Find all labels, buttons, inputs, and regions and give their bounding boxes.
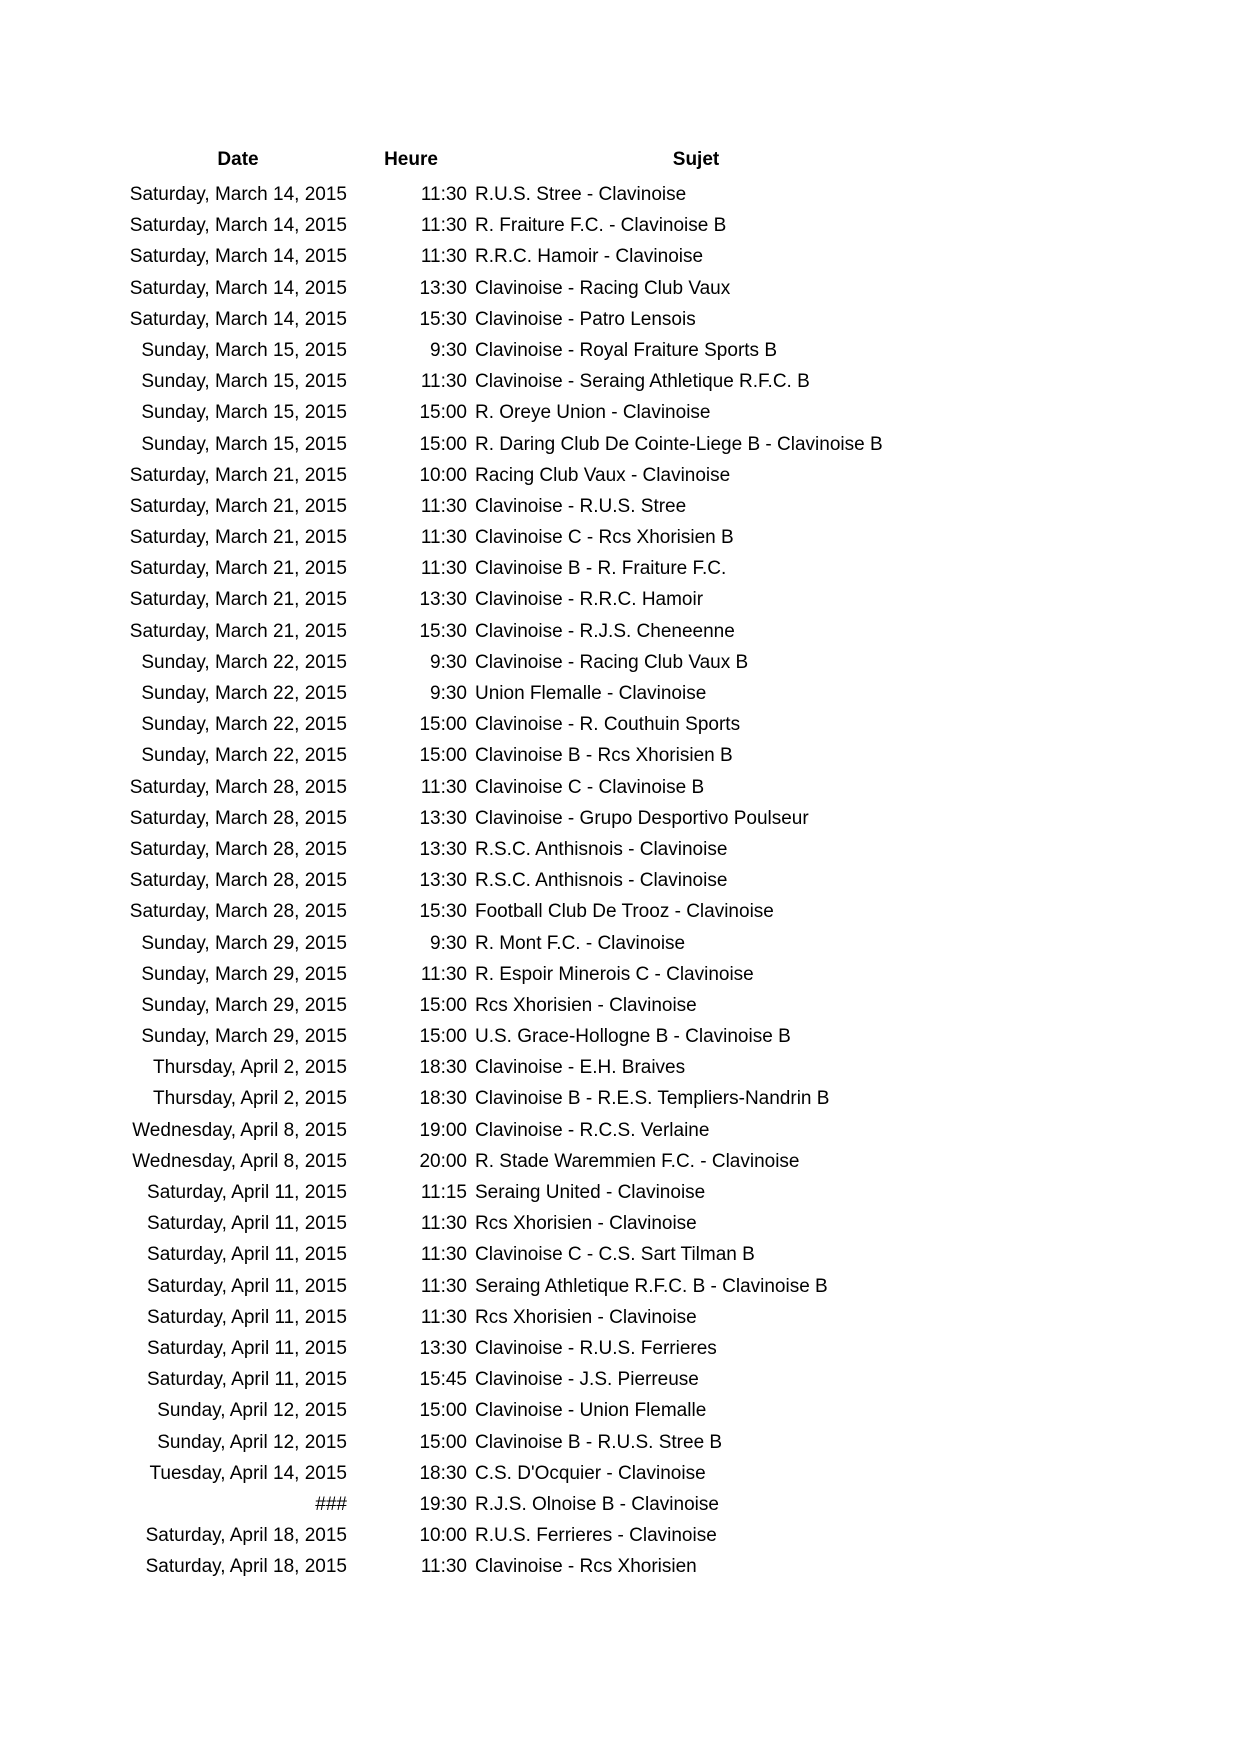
cell-date: Sunday, March 15, 2015 <box>141 371 347 393</box>
table-row <box>0 1208 1241 1239</box>
cell-subject: Clavinoise - Racing Club Vaux <box>475 277 731 299</box>
table-row <box>0 647 1241 678</box>
cell-date: Thursday, April 2, 2015 <box>153 1088 347 1110</box>
table-row <box>0 429 1241 460</box>
table-row <box>0 1115 1241 1146</box>
cell-subject: Clavinoise - Royal Fraiture Sports B <box>475 339 777 361</box>
cell-date: Saturday, March 14, 2015 <box>129 246 347 268</box>
cell-time: 19:00 <box>419 1119 467 1141</box>
cell-time: 15:30 <box>419 620 467 642</box>
cell-time: 11:30 <box>420 1275 467 1297</box>
cell-time: 18:30 <box>419 1462 467 1484</box>
cell-time: 9:30 <box>430 339 467 361</box>
cell-subject: R. Fraiture F.C. - Clavinoise B <box>475 215 727 237</box>
cell-date: ### <box>315 1493 347 1515</box>
table-row <box>0 460 1241 491</box>
cell-subject: Clavinoise C - Rcs Xhorisien B <box>475 527 734 549</box>
cell-subject: R.J.S. Olnoise B - Clavinoise <box>475 1493 719 1515</box>
table-row <box>0 803 1241 834</box>
table-row <box>0 335 1241 366</box>
cell-time: 11:30 <box>420 776 467 798</box>
cell-date: Sunday, March 15, 2015 <box>141 433 347 455</box>
cell-time: 19:30 <box>419 1493 467 1515</box>
cell-time: 15:00 <box>419 402 467 424</box>
table-row <box>0 210 1241 241</box>
cell-subject: Clavinoise - E.H. Braives <box>475 1057 686 1079</box>
header-time: Heure <box>384 149 438 170</box>
cell-date: Sunday, March 15, 2015 <box>141 339 347 361</box>
table-row <box>0 522 1241 553</box>
cell-time: 15:00 <box>419 745 467 767</box>
cell-date: Wednesday, April 8, 2015 <box>132 1150 347 1172</box>
cell-subject: R. Espoir Minerois C - Clavinoise <box>475 963 754 985</box>
cell-subject: Clavinoise C - Clavinoise B <box>475 776 705 798</box>
table-row <box>0 366 1241 397</box>
cell-date: Saturday, April 11, 2015 <box>147 1306 347 1328</box>
cell-time: 13:30 <box>419 589 467 611</box>
cell-subject: Seraing Athletique R.F.C. B - Clavinoise B <box>475 1275 828 1297</box>
cell-date: Saturday, April 18, 2015 <box>145 1556 347 1578</box>
cell-date: Saturday, March 14, 2015 <box>129 308 347 330</box>
cell-time: 15:00 <box>419 1400 467 1422</box>
table-row <box>0 928 1241 959</box>
cell-date: Saturday, March 28, 2015 <box>129 807 347 829</box>
cell-time: 15:00 <box>419 433 467 455</box>
table-row <box>0 1083 1241 1114</box>
cell-subject: Rcs Xhorisien - Clavinoise <box>475 1213 697 1235</box>
table-row <box>0 179 1241 210</box>
table-row <box>0 1271 1241 1302</box>
cell-subject: R.R.C. Hamoir - Clavinoise <box>475 246 704 268</box>
table-row <box>0 1177 1241 1208</box>
cell-time: 13:30 <box>419 1337 467 1359</box>
table-row <box>0 273 1241 304</box>
cell-subject: R. Stade Waremmien F.C. - Clavinoise <box>475 1150 800 1172</box>
cell-time: 11:30 <box>420 1244 467 1266</box>
cell-date: Saturday, April 11, 2015 <box>147 1182 347 1203</box>
cell-time: 9:30 <box>430 683 467 704</box>
cell-date: Thursday, April 2, 2015 <box>153 1057 347 1079</box>
cell-time: 11:30 <box>420 963 467 985</box>
cell-time: 15:45 <box>419 1369 467 1391</box>
cell-time: 11:15 <box>420 1182 467 1203</box>
cell-subject: Clavinoise C - C.S. Sart Tilman B <box>475 1244 755 1266</box>
table-row <box>0 1427 1241 1458</box>
cell-subject: Clavinoise - Racing Club Vaux B <box>475 651 749 673</box>
cell-subject: Clavinoise B - R.E.S. Templiers-Nandrin B <box>475 1088 830 1110</box>
cell-time: 15:00 <box>419 1026 467 1048</box>
cell-date: Sunday, March 29, 2015 <box>141 932 347 954</box>
cell-subject: R.S.C. Anthisnois - Clavinoise <box>475 870 728 892</box>
table-row <box>0 491 1241 522</box>
cell-date: Saturday, March 21, 2015 <box>129 495 347 517</box>
cell-date: Saturday, March 14, 2015 <box>129 277 347 299</box>
cell-date: Sunday, April 12, 2015 <box>157 1400 347 1422</box>
cell-time: 11:30 <box>420 1306 467 1328</box>
cell-subject: C.S. D'Ocquier - Clavinoise <box>475 1462 706 1484</box>
cell-date: Saturday, April 11, 2015 <box>147 1337 347 1359</box>
cell-subject: Football Club De Trooz - Clavinoise <box>475 901 774 923</box>
table-row <box>0 740 1241 771</box>
header-date: Date <box>217 149 259 170</box>
cell-date: Sunday, April 12, 2015 <box>157 1431 347 1453</box>
cell-date: Saturday, April 18, 2015 <box>145 1525 347 1547</box>
cell-time: 10:00 <box>419 1525 467 1547</box>
cell-time: 11:30 <box>420 1213 467 1235</box>
cell-subject: Clavinoise - R.U.S. Stree <box>475 495 687 517</box>
cell-time: 11:30 <box>420 1556 467 1578</box>
table-row <box>0 1021 1241 1052</box>
cell-date: Wednesday, April 8, 2015 <box>132 1119 347 1141</box>
cell-date: Tuesday, April 14, 2015 <box>149 1462 347 1484</box>
cell-time: 13:30 <box>419 277 467 299</box>
cell-date: Saturday, March 28, 2015 <box>129 838 347 860</box>
cell-time: 15:30 <box>419 308 467 330</box>
cell-time: 13:30 <box>419 870 467 892</box>
cell-date: Saturday, March 21, 2015 <box>129 558 347 580</box>
table-row <box>0 1489 1241 1520</box>
table-row <box>0 397 1241 428</box>
table-row <box>0 1395 1241 1426</box>
cell-subject: R. Mont F.C. - Clavinoise <box>475 932 686 954</box>
cell-time: 9:30 <box>430 932 467 954</box>
table-row <box>0 1146 1241 1177</box>
cell-time: 11:30 <box>420 215 467 237</box>
cell-date: Sunday, March 29, 2015 <box>141 963 347 985</box>
cell-subject: Clavinoise B - R.U.S. Stree B <box>475 1431 723 1453</box>
cell-subject: R.U.S. Ferrieres - Clavinoise <box>475 1525 717 1547</box>
cell-time: 20:00 <box>419 1150 467 1172</box>
cell-date: Sunday, March 15, 2015 <box>141 402 347 424</box>
cell-date: Sunday, March 29, 2015 <box>141 994 347 1016</box>
schedule-table-body <box>0 179 1241 1582</box>
table-row <box>0 584 1241 615</box>
cell-date: Saturday, March 28, 2015 <box>129 870 347 892</box>
cell-time: 11:30 <box>420 184 467 205</box>
cell-time: 13:30 <box>419 807 467 829</box>
table-row <box>0 678 1241 709</box>
cell-subject: Clavinoise - R.C.S. Verlaine <box>475 1119 710 1141</box>
cell-subject: Clavinoise - R.J.S. Cheneenne <box>475 620 735 642</box>
cell-time: 15:30 <box>419 901 467 923</box>
cell-date: Saturday, April 11, 2015 <box>147 1275 347 1297</box>
table-row <box>0 1333 1241 1364</box>
table-row <box>0 865 1241 896</box>
cell-date: Saturday, March 21, 2015 <box>129 620 347 642</box>
cell-subject: Seraing United - Clavinoise <box>475 1182 706 1203</box>
cell-date: Sunday, March 22, 2015 <box>141 714 347 736</box>
cell-time: 15:00 <box>419 714 467 736</box>
table-row <box>0 616 1241 647</box>
table-row <box>0 896 1241 927</box>
table-row <box>0 1052 1241 1083</box>
cell-time: 15:00 <box>419 994 467 1016</box>
cell-date: Sunday, March 22, 2015 <box>141 745 347 767</box>
cell-subject: U.S. Grace-Hollogne B - Clavinoise B <box>475 1026 791 1048</box>
cell-subject: Clavinoise - Union Flemalle <box>475 1400 707 1422</box>
table-row <box>0 1302 1241 1333</box>
table-row <box>0 709 1241 740</box>
cell-subject: Clavinoise - R.U.S. Ferrieres <box>475 1337 717 1359</box>
cell-subject: Clavinoise - R.R.C. Hamoir <box>475 589 704 611</box>
table-row <box>0 959 1241 990</box>
cell-subject: Clavinoise - Seraing Athletique R.F.C. B <box>475 371 810 393</box>
cell-date: Saturday, March 14, 2015 <box>129 215 347 237</box>
table-row <box>0 772 1241 803</box>
cell-time: 11:30 <box>420 246 467 268</box>
cell-time: 15:00 <box>419 1431 467 1453</box>
cell-subject: Rcs Xhorisien - Clavinoise <box>475 994 697 1016</box>
cell-time: 11:30 <box>420 527 467 549</box>
table-row <box>0 1364 1241 1395</box>
cell-time: 11:30 <box>420 495 467 517</box>
header-subject: Sujet <box>672 149 720 170</box>
cell-date: Saturday, March 28, 2015 <box>129 776 347 798</box>
table-row <box>0 990 1241 1021</box>
cell-subject: Clavinoise - R. Couthuin Sports <box>475 714 741 736</box>
cell-subject: Clavinoise B - Rcs Xhorisien B <box>475 745 733 767</box>
cell-time: 13:30 <box>419 838 467 860</box>
cell-date: Sunday, March 29, 2015 <box>141 1026 347 1048</box>
cell-subject: Racing Club Vaux - Clavinoise <box>475 464 731 486</box>
cell-date: Saturday, April 11, 2015 <box>147 1369 347 1391</box>
table-row <box>0 553 1241 584</box>
cell-time: 10:00 <box>419 464 467 486</box>
table-row <box>0 1239 1241 1270</box>
cell-subject: Clavinoise - Grupo Desportivo Poulseur <box>475 807 809 829</box>
cell-date: Saturday, March 21, 2015 <box>129 527 347 549</box>
table-row <box>0 304 1241 335</box>
cell-subject: R.U.S. Stree - Clavinoise <box>475 184 687 205</box>
cell-subject: R. Daring Club De Cointe-Liege B - Clavinoise B <box>475 433 883 455</box>
table-row <box>0 834 1241 865</box>
cell-subject: R.S.C. Anthisnois - Clavinoise <box>475 838 728 860</box>
cell-subject: Clavinoise - J.S. Pierreuse <box>475 1369 699 1391</box>
cell-subject: Clavinoise - Rcs Xhorisien <box>475 1556 697 1578</box>
cell-date: Saturday, March 21, 2015 <box>129 464 347 486</box>
cell-time: 11:30 <box>420 371 467 393</box>
cell-subject: Clavinoise - Patro Lensois <box>475 308 696 330</box>
cell-subject: Clavinoise B - R. Fraiture F.C. <box>475 558 727 580</box>
cell-time: 18:30 <box>419 1057 467 1079</box>
table-row <box>0 1458 1241 1489</box>
cell-time: 9:30 <box>430 651 467 673</box>
cell-date: Saturday, March 28, 2015 <box>129 901 347 923</box>
table-row <box>0 1520 1241 1551</box>
table-row <box>0 241 1241 272</box>
table-row <box>0 1551 1241 1582</box>
cell-date: Sunday, March 22, 2015 <box>141 651 347 673</box>
cell-date: Saturday, March 21, 2015 <box>129 589 347 611</box>
cell-subject: Rcs Xhorisien - Clavinoise <box>475 1306 697 1328</box>
cell-date: Saturday, March 14, 2015 <box>129 184 347 205</box>
cell-date: Sunday, March 22, 2015 <box>141 683 347 704</box>
cell-subject: Union Flemalle - Clavinoise <box>475 683 707 704</box>
cell-time: 11:30 <box>420 558 467 580</box>
cell-time: 18:30 <box>419 1088 467 1110</box>
cell-date: Saturday, April 11, 2015 <box>147 1213 347 1235</box>
cell-subject: R. Oreye Union - Clavinoise <box>475 402 711 424</box>
cell-date: Saturday, April 11, 2015 <box>147 1244 347 1266</box>
